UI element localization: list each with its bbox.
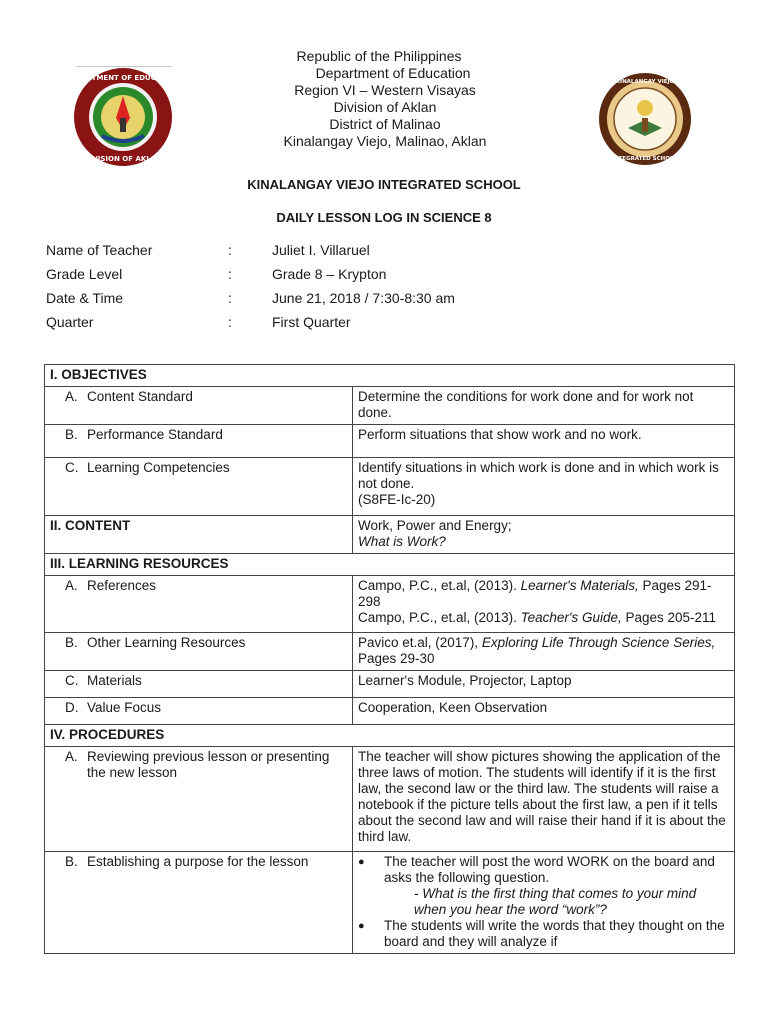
header-line-region: Region VI – Western Visayas [294, 82, 476, 98]
table-row [45, 698, 735, 725]
reviewing-lesson-value: The teacher will show pictures showing the application of the three laws of motion. The students will identify if it is the first law, the second law or the third law. The students will raise a notebook if the picture tells about the first law, a pen if it tells about the second law and will raise their hand if it is about the third law. [353, 747, 735, 852]
content-lesson-title: What is Work? [358, 534, 446, 549]
table-row [45, 852, 735, 954]
svg-text:INTEGRATED SCHOOL: INTEGRATED SCHOOL [611, 156, 679, 162]
info-label: Date & Time [46, 290, 124, 306]
info-value: Juliet I. Villaruel [272, 242, 370, 258]
materials-value: Learner's Module, Projector, Laptop [353, 671, 735, 698]
header-line-deped: Department of Education [315, 65, 471, 81]
content-standard-label: A. Content Standard [45, 387, 353, 425]
table-row [45, 554, 735, 576]
establishing-purpose-value [353, 852, 735, 954]
competency-code: (S8FE-Ic-20) [358, 492, 436, 507]
section-objectives-heading: I. OBJECTIVES [45, 365, 735, 387]
document-title: DAILY LESSON LOG IN SCIENCE 8 [276, 210, 492, 225]
info-label: Name of Teacher [46, 242, 153, 258]
content-standard-value: Determine the conditions for work done and for work not done. [353, 387, 735, 425]
header-line-district: District of Malinao [329, 116, 441, 132]
table-row [45, 725, 735, 747]
table-row [45, 633, 735, 671]
content-topic: Work, Power and Energy; [358, 518, 512, 533]
competency-text: Identify situations in which work is done and in which work is not done. [358, 460, 719, 491]
establishing-purpose-label: B. Establishing a purpose for the lesson [45, 852, 353, 954]
info-label: Quarter [46, 314, 94, 330]
header-line-republic: Republic of the Philippines [296, 48, 462, 64]
info-label: Grade Level [46, 266, 123, 282]
value-focus-value: Cooperation, Keen Observation [353, 698, 735, 725]
reviewing-lesson-label: A. Reviewing previous lesson or presenting the new lesson [45, 747, 353, 852]
performance-standard-label: B. Performance Standard [45, 425, 353, 458]
info-colon: : [228, 242, 232, 258]
lesson-log-table [44, 364, 735, 954]
list-item: ● The students will write the words that they thought on the board and they will analyze if [384, 918, 729, 950]
value-focus-label: D. Value Focus [45, 698, 353, 725]
performance-standard-value: Perform situations that show work and no work. [353, 425, 735, 458]
info-colon: : [228, 266, 232, 282]
materials-label: C. Materials [45, 671, 353, 698]
school-name: KINALANGAY VIEJO INTEGRATED SCHOOL [247, 177, 521, 192]
section-learning-resources-heading: III. LEARNING RESOURCES [45, 554, 735, 576]
svg-text:DEPARTMENT OF EDUCATION: DEPARTMENT OF EDUCATION [66, 74, 180, 82]
table-row [45, 387, 735, 425]
info-colon: : [228, 314, 232, 330]
header-line-division: Division of Aklan [333, 99, 437, 115]
info-value: Grade 8 – Krypton [272, 266, 387, 282]
reference-teachers-guide: Campo, P.C., et.al, (2013). Teacher's Guide, Pages 205-211 [358, 610, 717, 625]
learning-competencies-label: C. Learning Competencies [45, 458, 353, 516]
other-resources-value: Pavico et.al, (2017), Exploring Life Through Science Series, Pages 29-30 [353, 633, 735, 671]
table-row [45, 747, 735, 852]
learning-competencies-value [353, 458, 735, 516]
content-value [353, 516, 735, 554]
references-label: A. References [45, 576, 353, 633]
info-colon: : [228, 290, 232, 306]
svg-text:DIVISION OF AKLAN: DIVISION OF AKLAN [83, 155, 163, 163]
list-item: ● The teacher will post the word WORK on the board and asks the following question. - What is the first thing that comes to your mind when you hear the word “work”? [384, 854, 729, 918]
purpose-bullet-list [358, 854, 729, 950]
table-row [45, 425, 735, 458]
info-value: First Quarter [272, 314, 351, 330]
table-row [45, 516, 735, 554]
table-row [45, 671, 735, 698]
info-value: June 21, 2018 / 7:30-8:30 am [272, 290, 455, 306]
svg-text:KINALANGAY VIEJO: KINALANGAY VIEJO [615, 79, 675, 85]
table-row [45, 458, 735, 516]
table-row [45, 365, 735, 387]
reference-learners-material: Campo, P.C., et.al, (2013). Learner's Materials, Pages 291-298 [358, 578, 712, 609]
letterhead [0, 48, 768, 150]
other-resources-label: B. Other Learning Resources [45, 633, 353, 671]
guide-question: - What is the first thing that comes to your mind when you hear the word “work”? [414, 886, 697, 917]
header-line-address: Kinalangay Viejo, Malinao, Aklan [283, 133, 487, 149]
references-value [353, 576, 735, 633]
section-procedures-heading: IV. PROCEDURES [45, 725, 735, 747]
section-content-heading: II. CONTENT [45, 516, 353, 554]
table-row [45, 576, 735, 633]
